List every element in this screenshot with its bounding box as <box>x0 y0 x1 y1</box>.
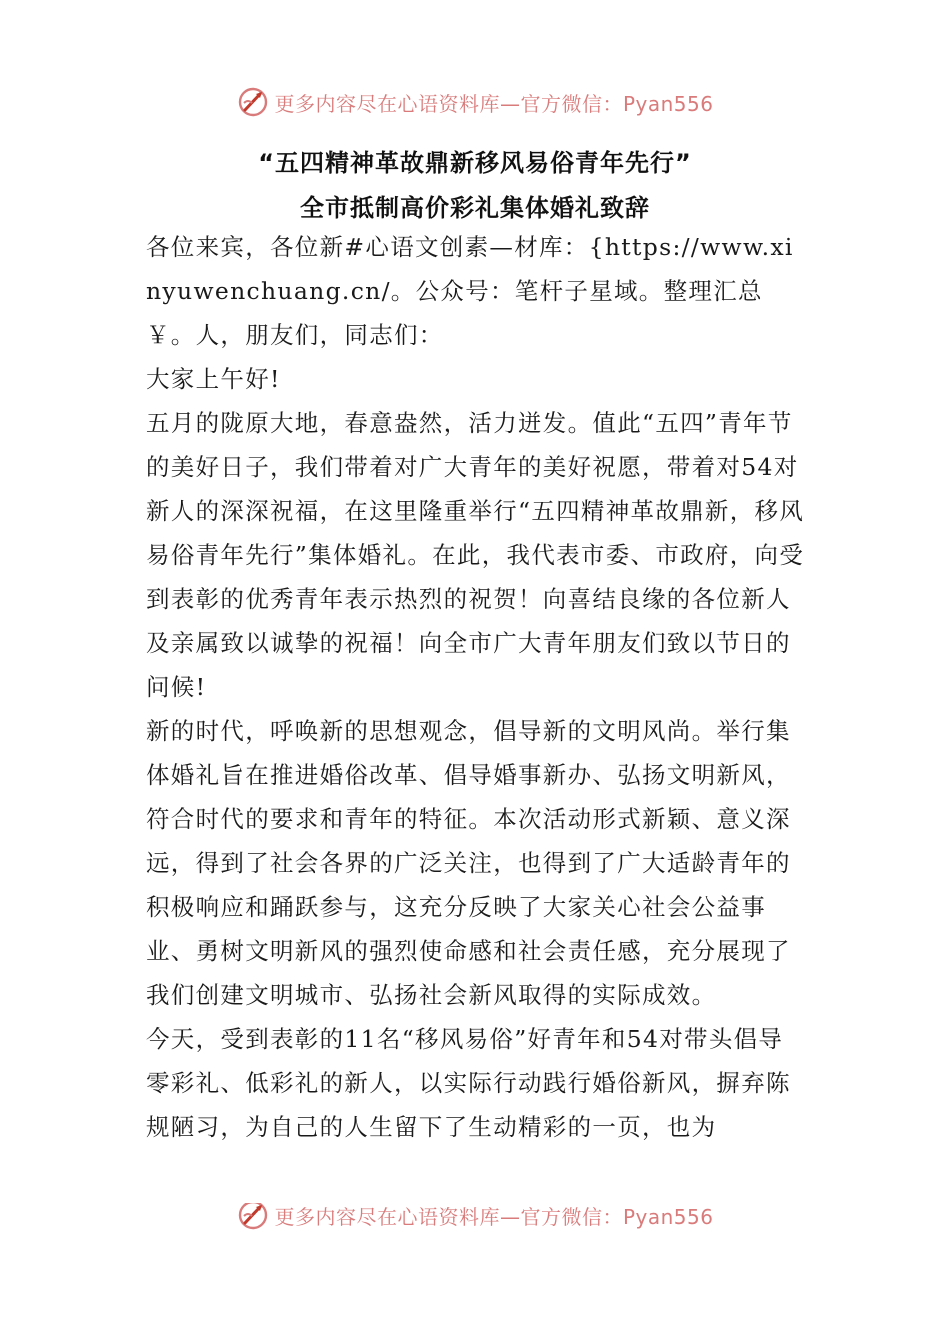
paragraph: 各位来宾，各位新#心语文创素—材库：{https://www.xinyuwenchuang.cn/。公众号：笔杆子星域。整理汇总￥。人，朋友们，同志们： <box>146 233 794 349</box>
watermark-text: 更多内容尽在心语资料库—官方微信：Pyan556 <box>274 91 714 116</box>
header-watermark <box>0 82 950 122</box>
paragraph: 五月的陇原大地，春意盎然，活力迸发。值此“五四”青年节的美好日子，我们带着对广大青年的美好祝愿，带着对54对新人的深深祝福，在这里隆重举行“五四精神革故鼎新，移风易俗青年先行”集体婚礼。在此，我代表市委、市政府，向受到表彰的优秀青年表示热烈的祝贺！向喜结良缘的各位新人及亲属致以诚挚的祝福！向全市广大青年朋友们致以节日的问候! <box>146 409 805 701</box>
document-subtitle: 全市抵制高价彩礼集体婚礼致辞 <box>300 194 650 222</box>
document-title: “五四精神革故鼎新移风易俗青年先行” <box>258 149 692 177</box>
watermark-text: 更多内容尽在心语资料库—官方微信：Pyan556 <box>274 1204 714 1229</box>
watermark-logo-icon <box>236 85 270 119</box>
paragraph: 今天，受到表彰的11名“移风易俗”好青年和54对带头倡导零彩礼、低彩礼的新人，以实际行动践行婚俗新风，摒弃陈规陋习，为自己的人生留下了生动精彩的一页，也为 <box>146 1025 791 1141</box>
footer-watermark <box>0 1203 950 1239</box>
watermark-logo-icon <box>236 1203 270 1232</box>
document-body <box>146 225 808 1149</box>
paragraph: 新的时代，呼唤新的思想观念，倡导新的文明风尚。举行集体婚礼旨在推进婚俗改革、倡导婚事新办、弘扬文明新风，符合时代的要求和青年的特征。本次活动形式新颖、意义深远，得到了社会各界的广泛关注，也得到了广大适龄青年的积极响应和踊跃参与，这充分反映了大家关心社会公益事业、勇树文明新风的强烈使命感和社会责任感，充分展现了我们创建文明城市、弘扬社会新风取得的实际成效。 <box>146 717 791 1009</box>
paragraph: 大家上午好! <box>146 365 281 393</box>
